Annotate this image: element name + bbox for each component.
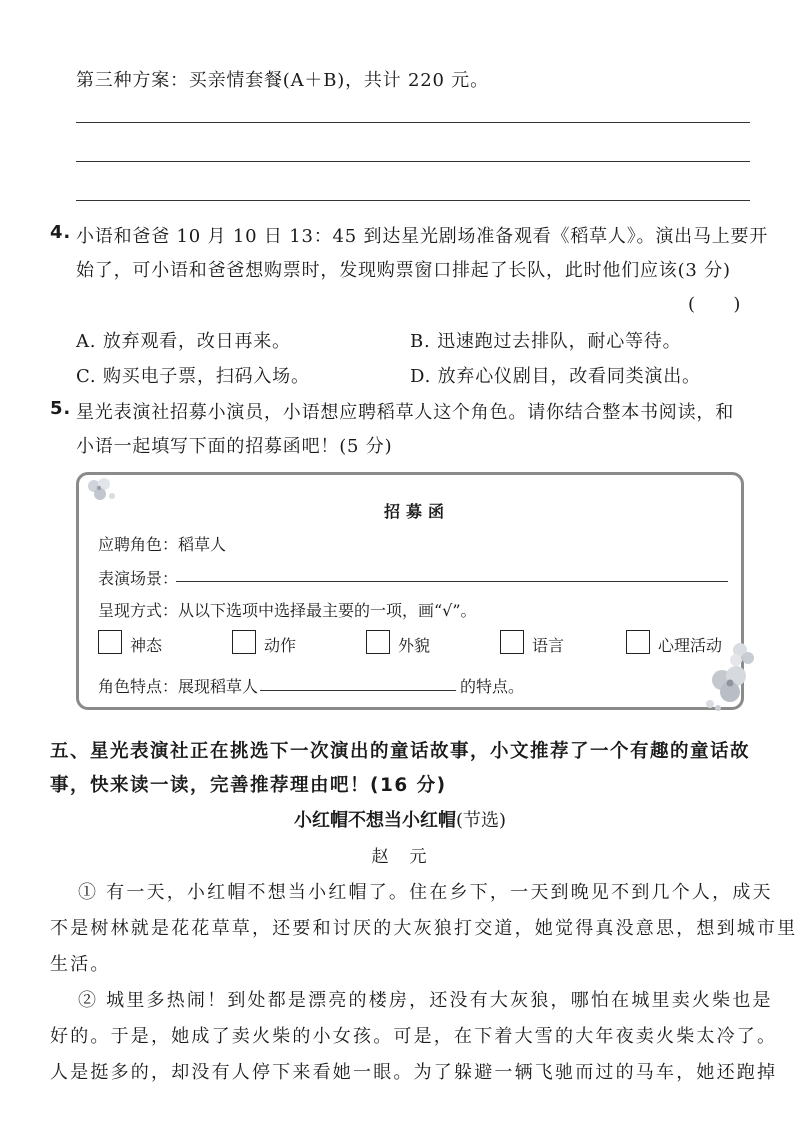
story-title-note: (节选) (455, 810, 507, 831)
story-title-row (0, 806, 800, 832)
flower-decoration-icon (84, 476, 118, 506)
option-language-label: 语言 (532, 636, 565, 655)
q5-line-2: 小语一起填写下面的招募函吧！(5 分) (76, 436, 393, 457)
answer-line-1 (76, 122, 750, 123)
q4-option-a[interactable]: A. 放弃观看，改日再来。 (76, 331, 291, 352)
checkbox-appearance[interactable] (366, 630, 390, 654)
checkbox-action[interactable] (232, 630, 256, 654)
story-p2-line-2: 好的。于是，她成了卖火柴的小女孩。可是，在下着大雪的大年夜卖火柴太冷了。 (50, 1026, 778, 1047)
q4-option-c[interactable]: C. 购买电子票，扫码入场。 (76, 366, 310, 387)
option-expression-label: 神态 (130, 636, 163, 655)
q4-line-2: 始了，可小语和爸爸想购票时，发现购票窗口排起了长队，此时他们应该(3 分) (76, 260, 731, 281)
form-trait-suffix: 的特点。 (460, 677, 525, 696)
q4-line-1: 小语和爸爸 10 月 10 日 13：45 到达星光剧场准备观看《稻草人》。演出马上要开 (76, 226, 769, 247)
checkbox-language[interactable] (500, 630, 524, 654)
story-p2-line-3: 人是挺多的，却没有人停下来看她一眼。为了躲避一辆飞驰而过的马车，她还跑掉 (50, 1062, 778, 1083)
q5-number: 5. (50, 398, 71, 419)
plan3-text: 第三种方案：买亲情套餐(A＋B)，共计 220 元。 (76, 70, 489, 91)
option-action-label: 动作 (264, 636, 297, 655)
option-appearance-label: 外貌 (398, 636, 431, 655)
story-p1-line-3: 生活。 (50, 954, 111, 975)
trait-input-line[interactable] (260, 690, 456, 691)
q4-answer-bracket[interactable]: ( ) (688, 294, 742, 315)
story-p1-line-1: ① 有一天，小红帽不想当小红帽了。住在乡下，一天到晚见不到几个人，成天 (78, 882, 773, 903)
story-p1-line-2: 不是树林就是花花草草，还要和讨厌的大灰狼打交道，她觉得真没意思，想到城市里 (50, 918, 798, 939)
q4-number: 4. (50, 222, 71, 243)
option-psychology-label: 心理活动 (658, 636, 723, 655)
form-title: 招募函 (384, 502, 451, 521)
answer-line-2 (76, 161, 750, 162)
q5-line-1: 星光表演社招募小演员，小语想应聘稻草人这个角色。请你结合整本书阅读，和 (76, 402, 734, 423)
q4-option-d[interactable]: D. 放弃心仪剧目，改看同类演出。 (410, 366, 701, 387)
form-trait-prefix: 角色特点：展现稻草人 (98, 677, 259, 696)
form-scene-label: 表演场景： (98, 569, 179, 588)
section5-line-2: 事，快来读一读，完善推荐理由吧！(16 分) (50, 775, 447, 796)
section5-line-1: 五、星光表演社正在挑选下一次演出的童话故事，小文推荐了一个有趣的童话故 (50, 741, 751, 762)
q4-option-b[interactable]: B. 迅速跑过去排队，耐心等待。 (410, 331, 682, 352)
answer-line-3 (76, 200, 750, 201)
scene-input-line[interactable] (176, 581, 728, 582)
checkbox-expression[interactable] (98, 630, 122, 654)
form-method: 呈现方式：从以下选项中选择最主要的一项，画“√”。 (98, 601, 477, 620)
checkbox-psychology[interactable] (626, 630, 650, 654)
story-title: 小红帽不想当小红帽 (293, 810, 456, 831)
story-author: 赵 元 (371, 847, 429, 867)
form-role: 应聘角色：稻草人 (98, 535, 227, 554)
story-p2-line-1: ② 城里多热闹！到处都是漂亮的楼房，还没有大灰狼，哪怕在城里卖火柴也是 (78, 990, 773, 1011)
